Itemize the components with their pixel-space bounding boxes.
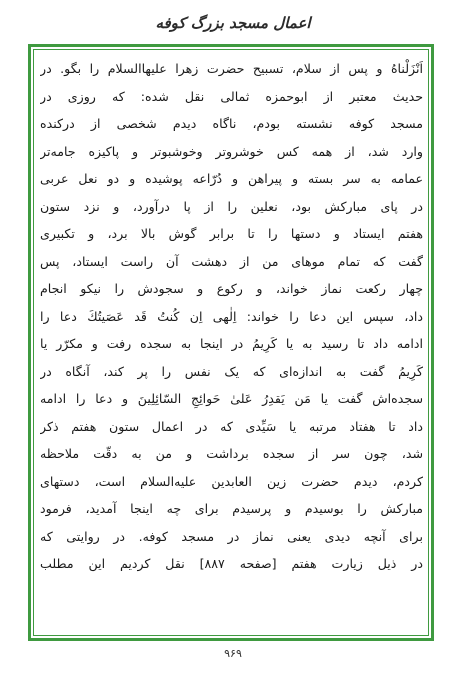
text-line-1: اَنْزَلْناهُ و پس از سلام، تسبیح حضرت زهرا عليهاالسلام را بگو. در [40, 61, 423, 76]
text-line-18: برای آنچه ديدی يعنی نماز در مسجد كوفه. در روايتی كه [40, 528, 423, 544]
text-line-17: مباركش را بوسيدم و پرسيدم برای چه اينجا آمديد، فرمود [40, 501, 423, 516]
page-number: ۹۶۹ [224, 647, 242, 660]
text-line-8: گفت كه تمام موهای من از دهشت آن راست ايستاد، پس [40, 253, 423, 269]
text-line-15: شد، چون سر از سجده برداشت و من به دقّت ملاحظه [40, 446, 423, 461]
text-line-11: ادامه داد تا رسيد به يا كَرِيمُ در اينجا به سجده رفت و مكرّر يا [40, 336, 423, 351]
text-line-2: حديث معتبر از ابوحمزه ثمالی نقل شده: كه روزی در [40, 88, 423, 104]
text-line-5: عمامه به سر بسته و پيراهن و دُرّاعه پوشيده و دو نعل عربی [40, 171, 423, 186]
text-line-16: كردم، ديدم حضرت زين العابدين عليه‌السلام است، دستهای [40, 473, 423, 489]
text-line-7: هفتم ايستاد و دستها را تا برابر گوش بالا برد، و تكبيری [40, 226, 423, 241]
text-line-6: در پای مبارکش بود، نعلين را از پا درآورد، و نزد ستون [40, 198, 423, 214]
text-line-9: چهار رکعت نماز خواند، و رکوع و سجودش را نيكو انجام [40, 281, 423, 296]
page-header-title: اعمال مسجد بزرگ کوفه [155, 14, 311, 32]
text-line-19: در ذيل زيارت هفتم [صفحه ۸۸۷] نقل كرديم اين مطلب [40, 556, 423, 571]
text-line-10: داد، سپس اين دعا را خواند: اِلٰهى اِن كُنتُ قَد عَصَيتُكَ دعا را [40, 308, 423, 324]
text-line-3: مسجد كوفه نشسته بودم، ناگاه ديدم شخصی از دركنده [40, 116, 423, 131]
text-line-4: وارد شد، از همه كس خوشروتر وخوشبوتر و پاكيزه جامه‌تر [40, 143, 423, 159]
text-line-13: سجده‌اش گفت يا مَن يَقدِرُ عَلىٰ حَوائِجِ السّائِلِينَ و دعا را ادامه [40, 391, 423, 406]
text-line-14: داد تا هفتاد مرتبه يا سَيِّدى كه در اعمال ستون هفتم ذكر [40, 418, 423, 434]
body-text [40, 55, 423, 633]
text-line-12: كَرِيمُ گفت به اندازه‌ای که يک نفس را پر کند، آنگاه در [40, 363, 423, 379]
